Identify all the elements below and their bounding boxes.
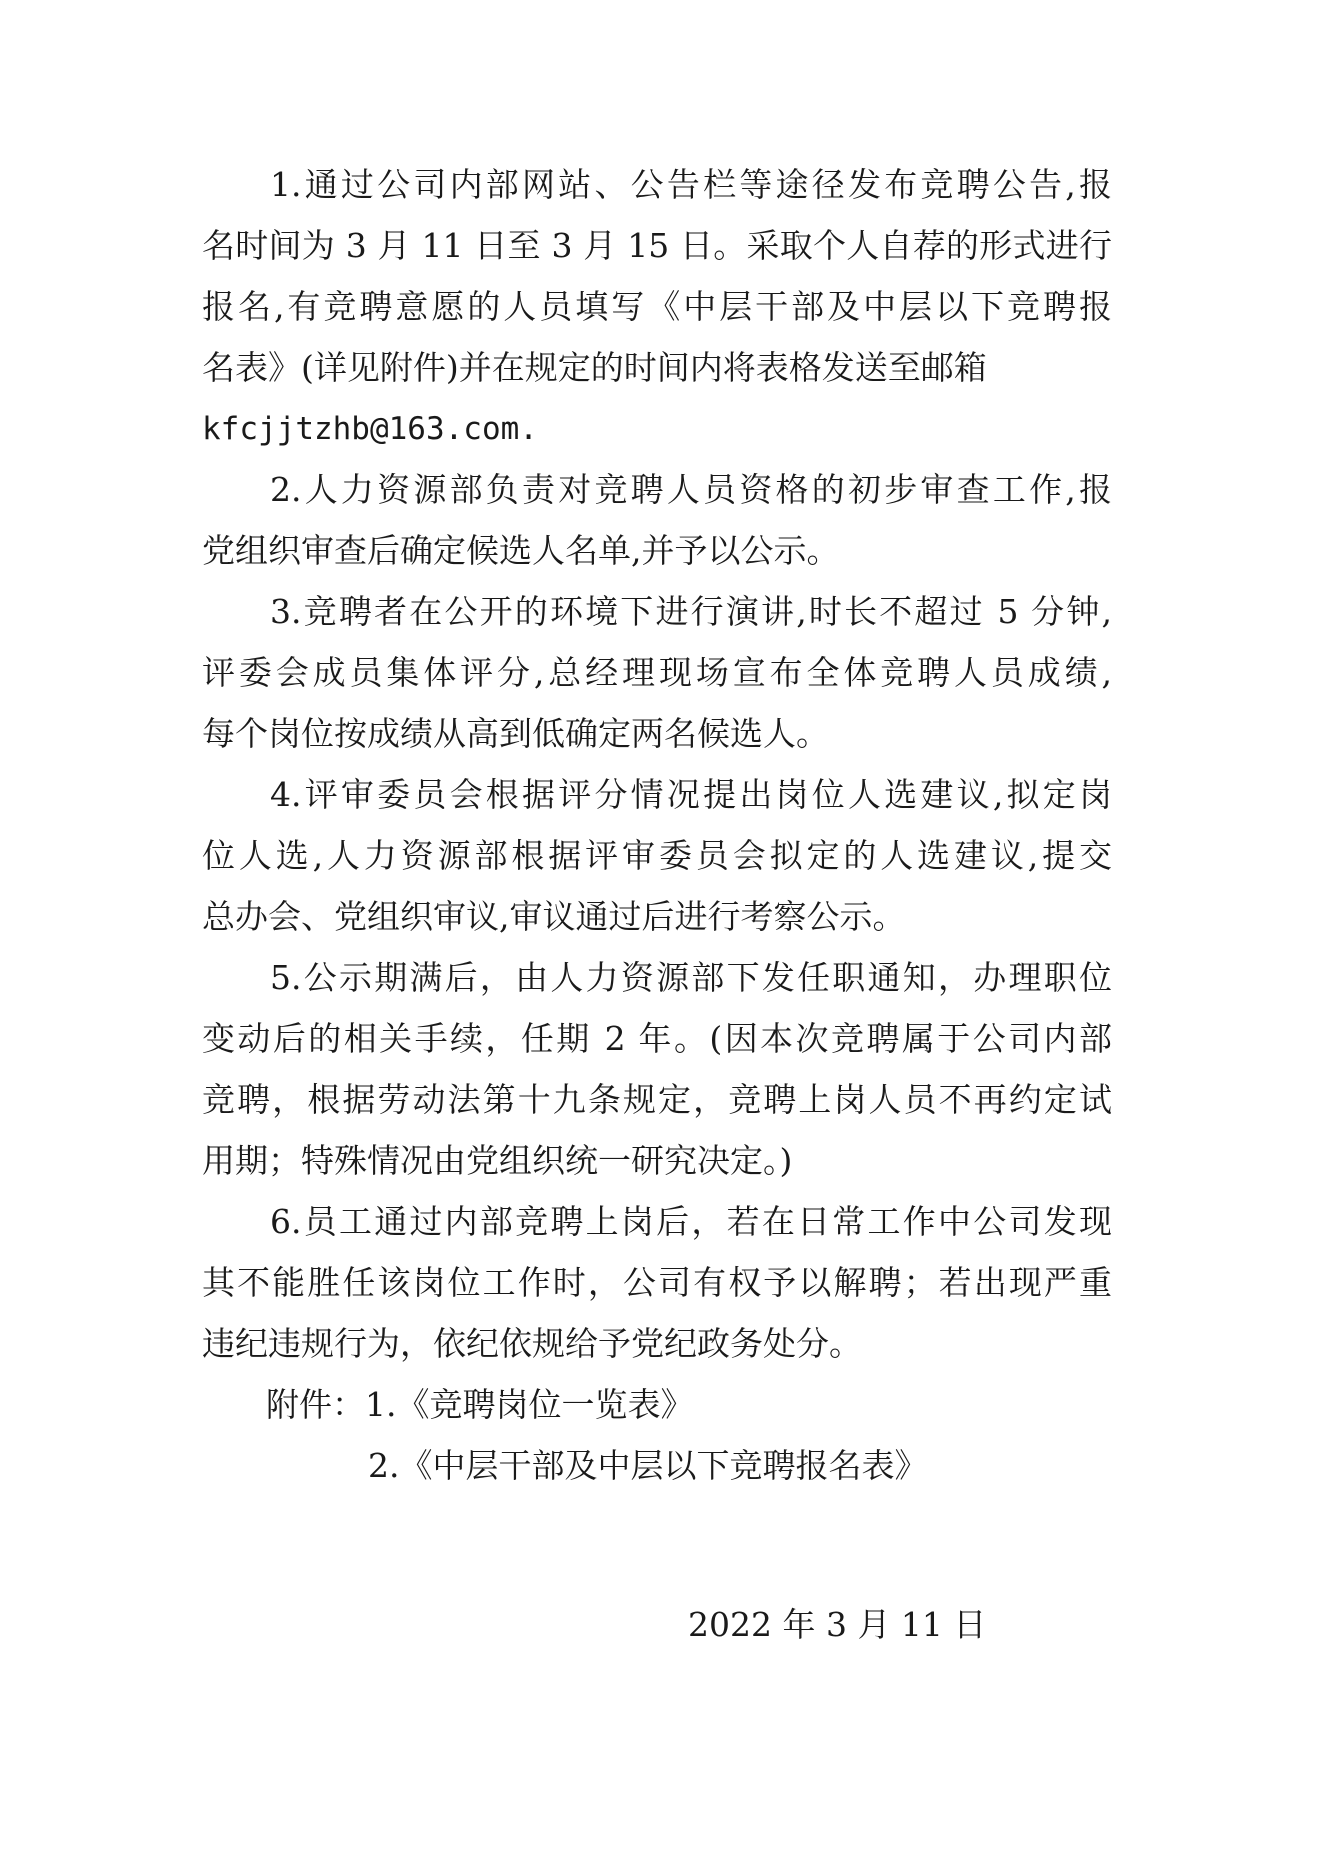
item-6-line-2: 其不能胜任该岗位工作时，公司有权予以解聘；若出现严重	[202, 1263, 1112, 1302]
item-4-line-2: 位人选,人力资源部根据评审委员会拟定的人选建议,提交	[202, 836, 1112, 875]
item-1-line-2: 名时间为 3 月 11 日至 3 月 15 日。采取个人自荐的形式进行	[202, 226, 1112, 265]
document-date: 2022 年 3 月 11 日	[688, 1605, 987, 1644]
attachment-2: 2.《中层干部及中层以下竞聘报名表》	[368, 1446, 928, 1485]
item-1-line-1: 1.通过公司内部网站、公告栏等途径发布竞聘公告,报	[270, 165, 1112, 204]
item-2-line-1: 2.人力资源部负责对竞聘人员资格的初步审查工作,报	[270, 470, 1112, 509]
attachment-1: 1.《竞聘岗位一览表》	[365, 1385, 694, 1424]
item-1-line-3: 报名,有竞聘意愿的人员填写《中层干部及中层以下竞聘报	[202, 287, 1112, 326]
item-1-line-4: 名表》(详见附件)并在规定的时间内将表格发送至邮箱	[202, 348, 987, 387]
item-6-line-1: 6.员工通过内部竞聘上岗后，若在日常工作中公司发现	[270, 1202, 1112, 1241]
email-address: kfcjjtzhb@163.com.	[202, 411, 538, 447]
item-6-line-3: 违纪违规行为，依纪依规给予党纪政务处分。	[202, 1324, 862, 1363]
item-5-line-1: 5.公示期满后，由人力资源部下发任职通知，办理职位	[270, 958, 1112, 997]
item-5-line-4: 用期；特殊情况由党组织统一研究决定。)	[202, 1141, 793, 1180]
attachments	[266, 1380, 694, 1430]
item-5-line-2: 变动后的相关手续，任期 2 年。(因本次竞聘属于公司内部	[202, 1019, 1112, 1058]
item-5-line-3: 竞聘，根据劳动法第十九条规定，竞聘上岗人员不再约定试	[202, 1080, 1112, 1119]
item-2-line-2: 党组织审查后确定候选人名单,并予以公示。	[202, 531, 840, 570]
item-3-line-2: 评委会成员集体评分,总经理现场宣布全体竞聘人员成绩,	[202, 653, 1112, 692]
item-3-line-3: 每个岗位按成绩从高到低确定两名候选人。	[202, 714, 829, 753]
attachments-label: 附件：	[266, 1385, 365, 1424]
item-4-line-1: 4.评审委员会根据评分情况提出岗位人选建议,拟定岗	[270, 775, 1112, 814]
item-4-line-3: 总办会、党组织审议,审议通过后进行考察公示。	[202, 897, 906, 936]
item-3-line-1: 3.竞聘者在公开的环境下进行演讲,时长不超过 5 分钟,	[270, 592, 1112, 631]
